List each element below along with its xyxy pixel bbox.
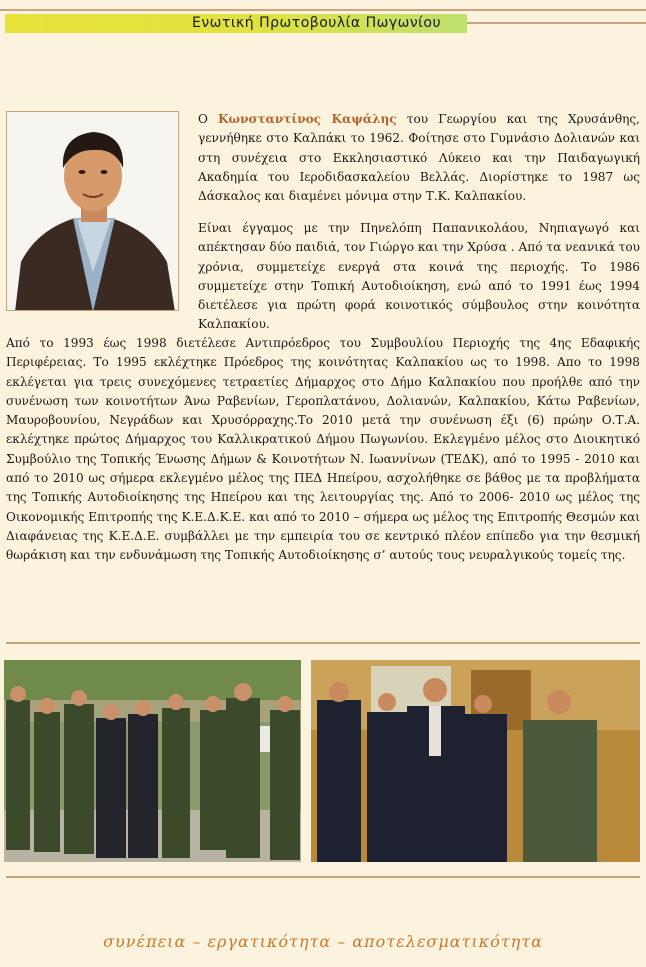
header-title: Ενωτική Πρωτοβουλία Πωγωνίου — [192, 15, 442, 31]
footer-motto: συνέπεια – εργατικότητα – αποτελεσματικότητα — [103, 932, 543, 951]
portrait-photo — [6, 111, 179, 311]
top-divider — [0, 9, 646, 11]
bio-paragraph-3: Από το 1993 έως 1998 διετέλεσε Αντιπρόεδρος του Συμβουλίου Περιοχής της 4ης Εδαφικής Περιφέρειας. Το 1995 εκλέχτηκε Πρόεδρος της κοινότητας Καλπακίου ως το 1998. Απο το 1998 εκλέγεται για τρεις συνεχόμενες τετραετίες Δήμαρχος στο Δήμο Καλπακίου που προήλθε από την συνένωση των κοινοτήτων Άνω Ραβενίων, Γεροπλατάνου, Δολιανών, Καλπακίου, Κάτω Ραβενίων, Μαυροβουνίου, Νεγράδων και Χρυσόρραχης.Το 2010 μετά την συνένωση έξι (6) πρώην Ο.Τ.Α. εκλέχτηκε πρώτος Δήμαρχος του Καλλικρατικού Δήμου Πωγωνίου. Εκλεγμένο μέλος στο Διοικητικό Συμβούλιο της Τοπικής Ένωσης Δήμων & Κοινοτήτων Ν. Ιωαννίνων (ΤΕΔΚ), από το 1995 - 2010 και από το 2010 ως σήμερα εκλεγμένο μέλος της ΠΕΔ Ηπείρου, ασχολήθηκε σε βάθος με τα προβλήματα της Τοπικής Αυτοδιοίκησης της Ηπείρου και της λειτουργίας της. Από το 2006- 2010 ως μέλος της Οικονομικής Επιτροπής της Κ.Ε.Δ.Κ.Ε. και από το 2010 – σήμερα ως μέλος της Επιτροπής Θεσμών και Διαφάνειας της Κ.Ε.Δ.Ε. συμβάλλει με την εμπειρία του σε κεντρικό πλέον επίπεδο για την θεσμική θωράκιση και την ενδυνάμωση της Τοπικής Αυτοδιοίκησης σ’ αυτούς τους νευραλγικούς τομείς της. — [6, 336, 640, 563]
outdoor-photo-illustration — [4, 660, 301, 862]
bio-paragraph-1-text: του Γεωργίου και της Χρυσάνθης, γεννήθηκε στο Καλπάκι το 1962. Φοίτησε στο Γυμνάσιο Δολιανών και στη συνέχεια στο Εκκλησιαστικό Λύκειο και την Παιδαγωγική Ακαδημία του Ιεροδιδασκαλείου Βελλάς. Διορίστηκε το 1987 ως Δάσκαλος και διαμένει μόνιμα στην Τ.Κ. Καλπακίου. — [198, 112, 640, 204]
indoor-photo-illustration — [311, 660, 640, 862]
middle-divider — [6, 642, 640, 644]
photo-officials-outdoor — [4, 660, 301, 862]
bio-paragraph-2: Είναι έγγαμος με την Πηνελόπη Παπανικολάου, Νηπιαγωγό και απέκτησαν δύο παιδιά, τον Γιώργο και την Χρύσα . Από τα νεανικά του χρόνια, συμμετείχε ενεργά στα κοινά της περιοχής. Το 1986 συμμετείχε στην Τοπική Αυτοδιοίκηση, ενώ από το 1991 έως 1994 διετέλεσε για πρώτη φορά κοινοτικός σύμβουλος στην κοινότητα Καλπακίου. — [198, 221, 640, 332]
header-divider — [467, 22, 646, 24]
person-name: Κωνσταντίνος Καψάλης — [218, 112, 397, 126]
bio-prefix: Ο — [198, 112, 219, 126]
portrait-illustration — [7, 112, 179, 311]
bottom-divider — [6, 876, 640, 878]
bio-paragraph-1 — [198, 110, 640, 206]
photo-officials-indoor — [311, 660, 640, 862]
